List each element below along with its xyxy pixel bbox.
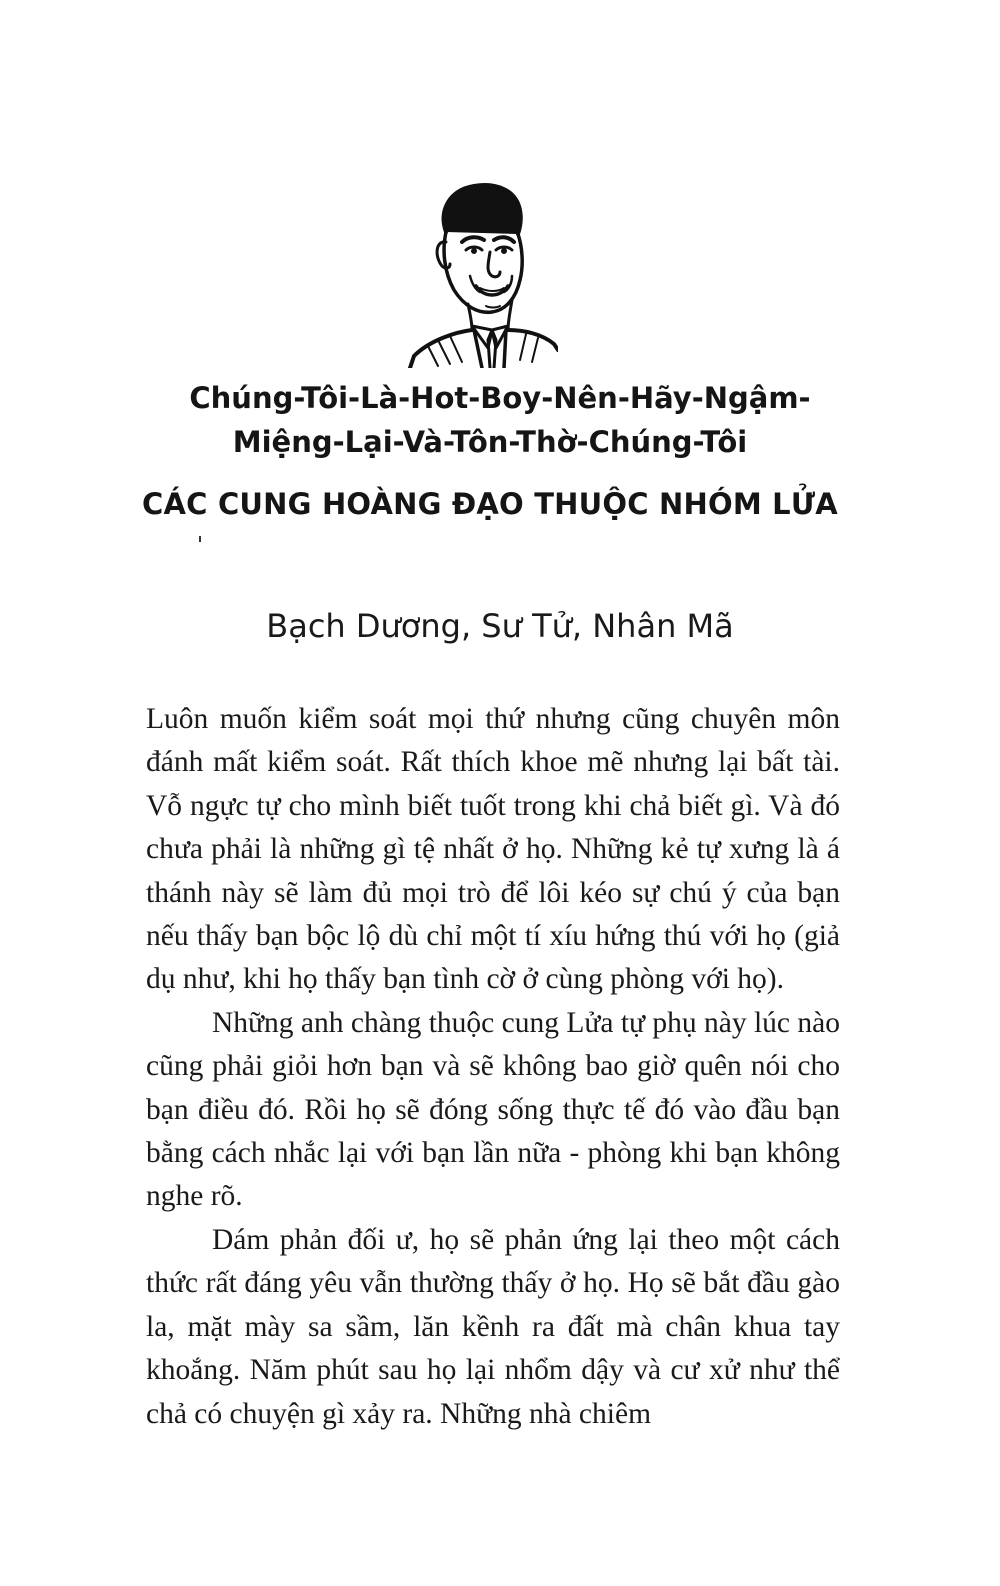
zodiac-signs-subtitle: Bạch Dương, Sư Tử, Nhân Mã (266, 607, 734, 645)
body-text (146, 698, 840, 1436)
paragraph-1: Luôn muốn kiểm soát mọi thứ nhưng cũng chuyên môn đánh mất kiểm soát. Rất thích khoe mẽ nhưng lại bất tài. Vỗ ngực tự cho mình biết tuốt trong khi chả biết gì. Và đó chưa phải là những gì tệ nhất ở họ. Những kẻ tự xưng là á thánh này sẽ làm đủ mọi trò để lôi kéo sự chú ý của bạn nếu thấy bạn bộc lộ dù chỉ một tí xíu hứng thú với họ (giả dụ như, khi họ thấy bạn tình cờ ở cùng phòng với họ). (146, 703, 840, 996)
chapter-title-line-2: Miệng-Lại-Và-Tôn-Thờ-Chúng-Tôi (232, 425, 748, 459)
chapter-title-line-1: Chúng-Tôi-Là-Hot-Boy-Nên-Hãy-Ngậm- (189, 381, 811, 415)
paragraph-3: Dám phản đối ư, họ sẽ phản ứng lại theo một cách thức rất đáng yêu vẫn thường thấy ở họ. Họ sẽ bắt đầu gào la, mặt mày sa sầm, lăn kềnh ra đất mà chân khua tay khoắng. Năm phút sau họ lại nhổm dậy và cư xử như thể chả có chuyện gì xảy ra. Những nhà chiêm (146, 1223, 840, 1430)
vintage-man-portrait-illustration (408, 180, 558, 368)
paragraph-2: Những anh chàng thuộc cung Lửa tự phụ này lúc nào cũng phải giỏi hơn bạn và sẽ không bao giờ quên nói cho bạn điều đó. Rồi họ sẽ đóng sống thực tế đó vào đầu bạn bằng cách nhắc lại với bạn lần nữa - phòng khi bạn không nghe rõ. (146, 1006, 840, 1213)
stray-print-mark (199, 536, 201, 542)
section-heading: CÁC CUNG HOÀNG ĐẠO THUỘC NHÓM LỬA (142, 487, 838, 521)
